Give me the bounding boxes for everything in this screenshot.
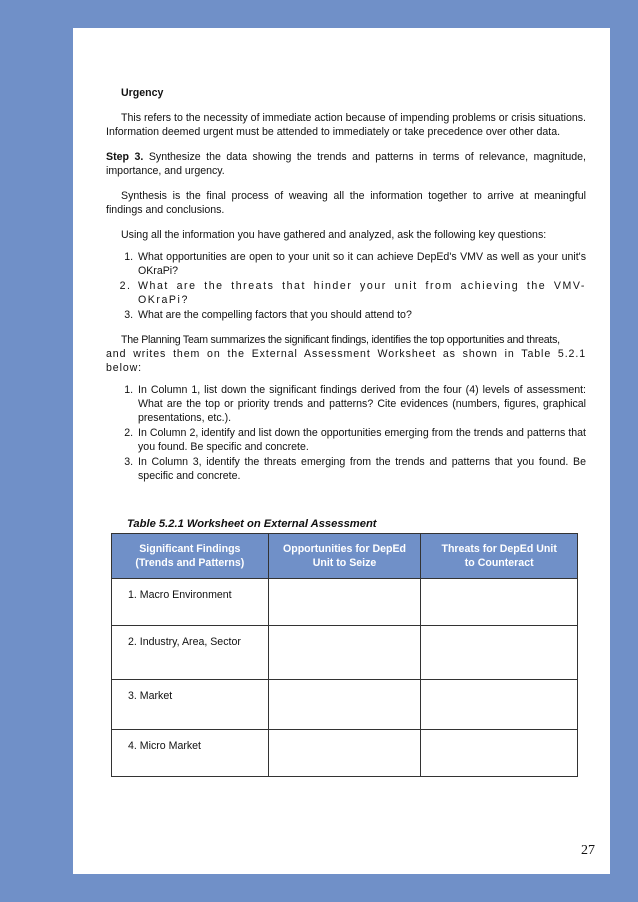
urgency-heading: Urgency	[121, 87, 164, 99]
opportunity-cell	[268, 579, 421, 626]
threat-cell	[421, 680, 578, 730]
synthesis-paragraph: Synthesis is the final process of weaving all the information together to arrive at meaningful findings and conclusions.	[106, 190, 586, 216]
header-threats	[421, 534, 578, 579]
header-line: Unit to Seize	[312, 557, 377, 569]
question-item: 1. What opportunities are open to your unit so it can achieve DepEd's VMV as well as your unit's OKraPi?	[136, 250, 586, 278]
questions-intro: Using all the information you have gathered and analyzed, ask the following key questions:	[121, 229, 547, 241]
opportunity-cell	[268, 680, 421, 730]
opportunity-cell	[268, 626, 421, 680]
table-row	[112, 730, 578, 777]
header-opportunities	[268, 534, 421, 579]
table-row	[112, 579, 578, 626]
threat-cell	[421, 626, 578, 680]
header-line: (Trends and Patterns)	[135, 557, 245, 569]
threat-cell	[421, 579, 578, 626]
table-row	[112, 626, 578, 680]
finding-cell: 4. Micro Market	[112, 730, 269, 777]
finding-cell: 1. Macro Environment	[112, 579, 269, 626]
document-page	[73, 28, 610, 874]
finding-cell: 2. Industry, Area, Sector	[112, 626, 269, 680]
planning-intro-line2: and writes them on the External Assessment Worksheet as shown in Table 5.2.1 below:	[106, 348, 586, 374]
step3-paragraph	[106, 150, 586, 178]
external-assessment-worksheet	[111, 533, 578, 777]
header-line: Significant Findings	[139, 543, 241, 555]
question-item: 3. What are the compelling factors that you should attend to?	[136, 308, 586, 322]
question-item: 2. What are the threats that hinder your unit from achieving the VMV-OKraPi?	[136, 279, 586, 307]
instructions-list	[106, 383, 586, 483]
step3-label: Step 3.	[106, 151, 144, 163]
planning-intro-line1: The Planning Team summarizes the significant findings, identifies the top opportunities and threats,	[121, 334, 560, 346]
table-row	[112, 680, 578, 730]
header-line: Threats for DepEd Unit	[441, 543, 557, 555]
header-line: Opportunities for DepEd	[283, 543, 407, 555]
step3-text: Synthesize the data showing the trends and patterns in terms of relevance, magnitude, importance, and urgency.	[106, 151, 586, 177]
header-significant-findings	[112, 534, 269, 579]
page-number: 27	[581, 843, 595, 858]
instruction-item: 3. In Column 3, identify the threats emerging from the trends and patterns that you found. Be specific and concrete.	[136, 455, 586, 483]
key-questions-list	[106, 250, 586, 322]
header-line: to Counteract	[464, 557, 534, 569]
finding-cell: 3. Market	[112, 680, 269, 730]
instruction-item: 2. In Column 2, identify and list down the opportunities emerging from the trends and patterns that you found. Be specific and concrete.	[136, 426, 586, 454]
instruction-item: 1. In Column 1, list down the significant findings derived from the four (4) levels of assessment: What are the top or priority trends and patterns? Cite evidences (numbers, figures, graphical presentations, etc.).	[136, 383, 586, 425]
opportunity-cell	[268, 730, 421, 777]
table-header-row	[112, 534, 578, 579]
table-title: Table 5.2.1 Worksheet on External Assessment	[127, 518, 377, 530]
page-content	[106, 86, 586, 531]
threat-cell	[421, 730, 578, 777]
urgency-paragraph: This refers to the necessity of immediate action because of impending problems or crisis situations. Information deemed urgent must be attended to immediately or take precedence over other data.	[106, 112, 586, 138]
